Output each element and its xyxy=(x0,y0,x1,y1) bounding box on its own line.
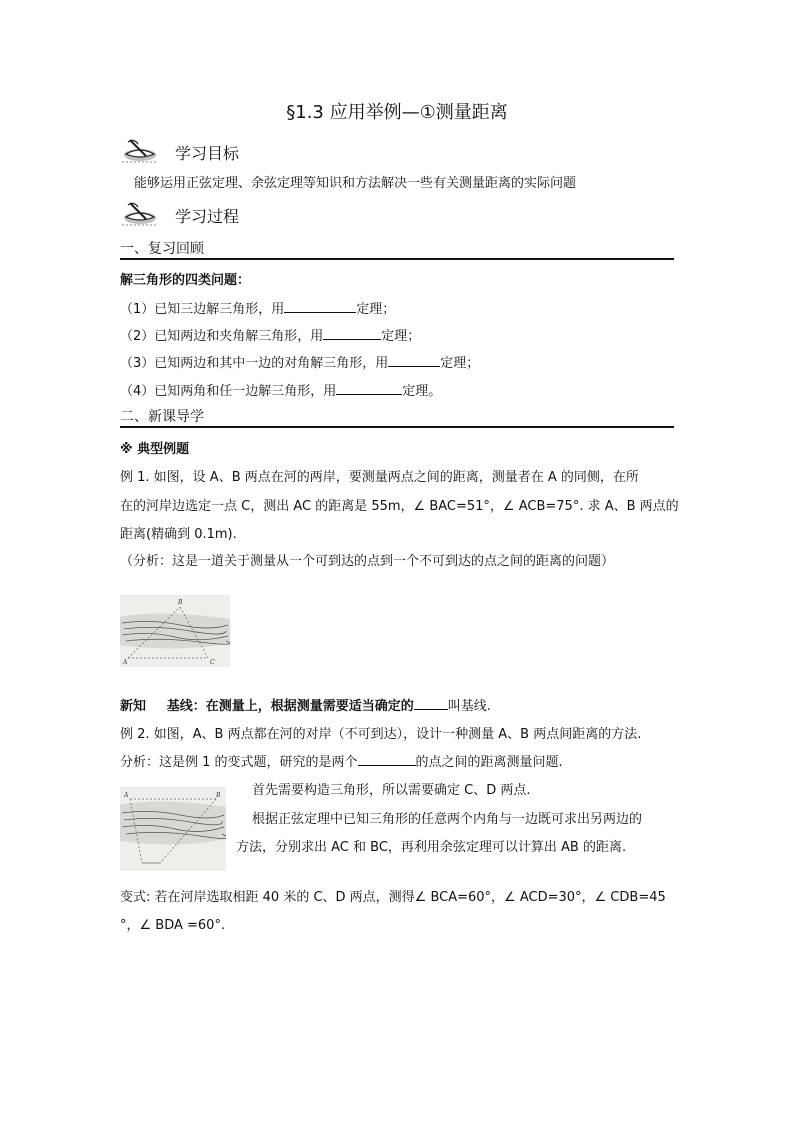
fill-blank[interactable] xyxy=(388,354,440,367)
pen-book-icon xyxy=(120,138,160,164)
fig1-label-b: B xyxy=(178,599,183,606)
example1-line3: 距离(精确到 0.1m). xyxy=(120,527,237,542)
goal-text: 能够运用正弦定理、余弦定理等知识和方法解决一些有关测量距离的实际问题 xyxy=(134,176,577,191)
fig2-label-a: A xyxy=(124,792,129,799)
section-goal-title: 学习目标 xyxy=(175,144,240,163)
xinzhi-line: 新知 基线：在测量上，根据测量需要适当确定的 叫基线. xyxy=(120,699,491,714)
fill-blank[interactable] xyxy=(323,327,381,340)
examples-heading: ※ 典型例题 xyxy=(120,442,190,457)
review-item-1: （1）已知三边解三角形，用 定理； xyxy=(120,302,396,317)
variant-line1: 变式: 若在河岸选取相距 40 米的 C、D 两点，测得∠ BCA=60°，∠ ACD=30°，∠ CDB=45 xyxy=(120,890,666,905)
review-item-4: （4）已知两角和任一边解三角形，用 定理。 xyxy=(120,384,442,399)
page-title: §1.3 应用举例—①测量距离 xyxy=(286,102,508,123)
section-process-title: 学习过程 xyxy=(175,207,240,226)
review-item-2: （2）已知两边和夹角解三角形，用 定理； xyxy=(120,329,421,344)
fill-blank[interactable] xyxy=(358,753,416,766)
example2-para1: 首先需要构造三角形，所以需要确定 C、D 两点. xyxy=(252,783,531,798)
fill-blank[interactable] xyxy=(284,300,356,313)
fig1-label-c: C xyxy=(210,659,215,666)
river-figure-1 xyxy=(120,595,230,667)
example2-para2-line1: 根据正弦定理中已知三角形的任意两个内角与一边既可求出另两边的 xyxy=(252,812,643,827)
review-heading: 一、复习回顾 xyxy=(120,241,204,257)
xinzhi-label: 新知 xyxy=(120,699,147,714)
pen-book-icon xyxy=(120,201,160,227)
example1-line2: 在的河岸边选定一点 C，测出 AC 的距离是 55m，∠ BAC=51°，∠ ACB=75°. 求 A、B 两点的 xyxy=(120,499,679,514)
fig1-label-a: A xyxy=(123,659,128,666)
divider xyxy=(120,258,674,260)
fill-blank[interactable] xyxy=(336,382,402,395)
divider xyxy=(120,426,674,428)
variant-line2: °，∠ BDA =60°. xyxy=(120,918,226,933)
fill-blank[interactable] xyxy=(414,697,448,710)
newlesson-heading: 二、新课导学 xyxy=(120,409,204,425)
example1-line1: 例 1. 如图，设 A、B 两点在河的两岸，要测量两点之间的距离，测量者在 A 的同侧，在所 xyxy=(120,470,639,485)
example2-line1: 例 2. 如图，A、B 两点都在河的对岸（不可到达），设计一种测量 A、B 两点间距离的方法. xyxy=(120,727,642,742)
example1-analysis: （分析：这是一道关于测量从一个可到达的点到一个不可到达的点之间的距离的问题） xyxy=(120,554,615,569)
fig2-label-b: B xyxy=(216,792,221,799)
example2-analysis: 分析：这是例 1 的变式题，研究的是两个 的点之间的距离测量问题. xyxy=(120,755,563,770)
review-item-3: （3）已知两边和其中一边的对角解三角形，用 定理； xyxy=(120,356,480,371)
review-subheading: 解三角形的四类问题： xyxy=(120,273,251,288)
river-figure-2 xyxy=(120,787,226,871)
example2-para2-line2: 方法，分别求出 AC 和 BC，再利用余弦定理可以计算出 AB 的距离. xyxy=(236,840,627,855)
